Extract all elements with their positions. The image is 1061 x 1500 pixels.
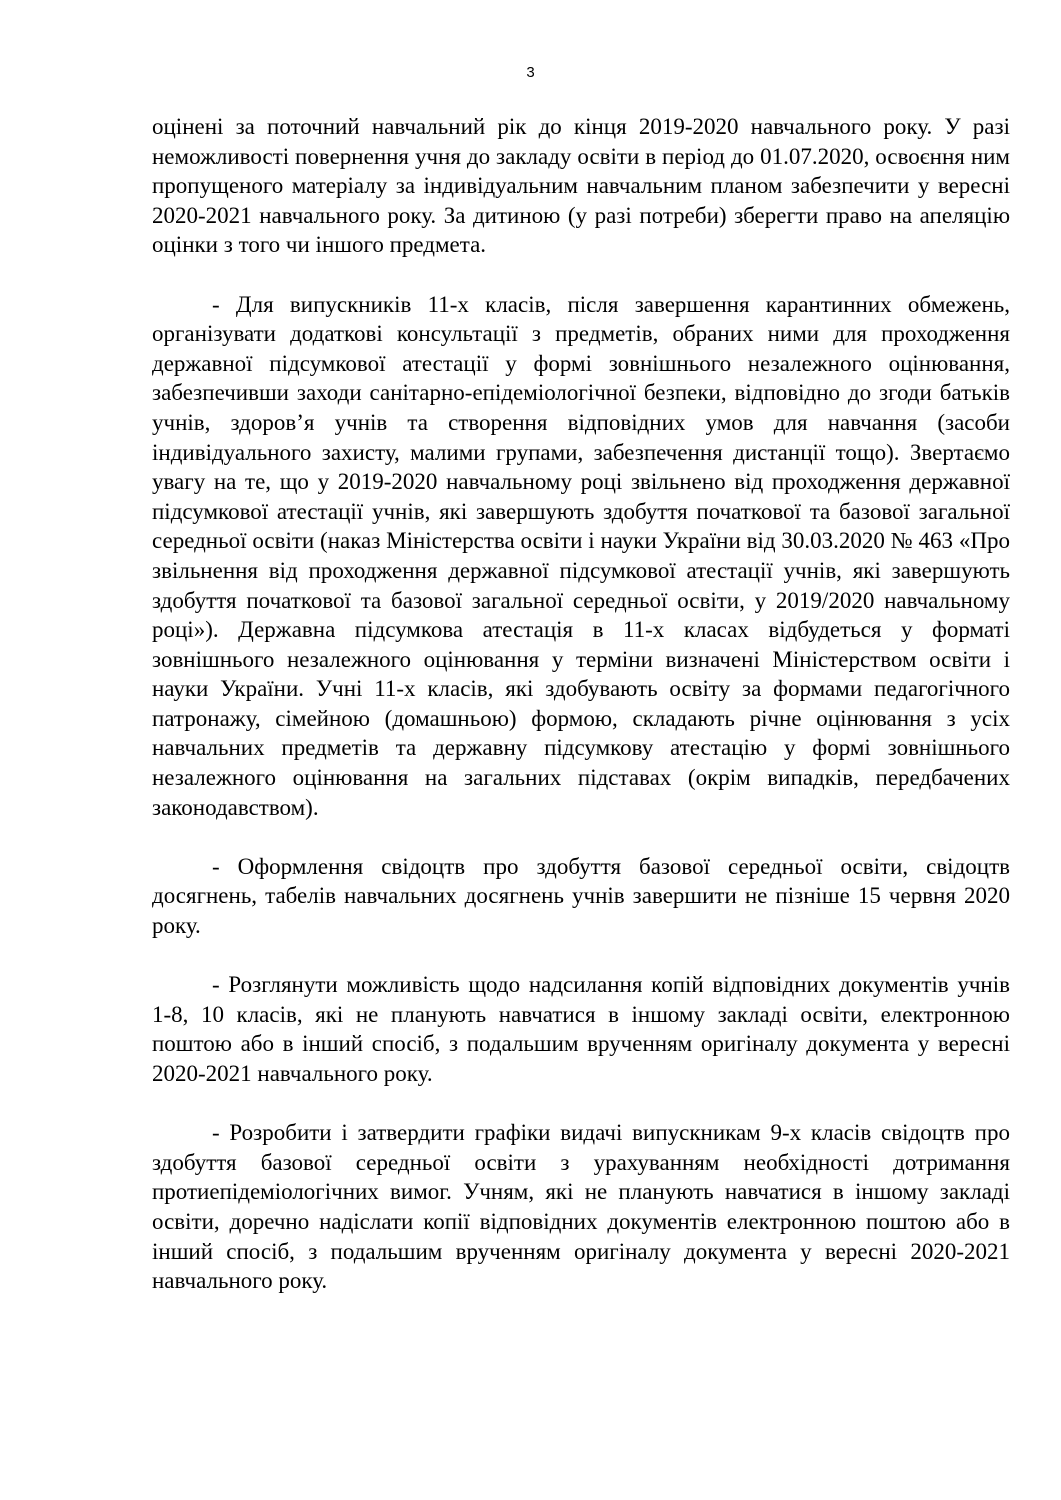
paragraph-issuance-schedule: - Розробити і затвердити графіки видачі випускникам 9-х класів свідоцтв про здобуття базової середньої освіти з урахуванням необхідності дотримання протиепідеміологічних вимог. Учням, які не планують навчатися в іншому закладі освіти, доречно надіслати копії відповідних документів електронною поштою або в інший спосіб, з подальшим врученням оригіналу документа у вересні 2020-2021 навчального року.: [152, 1120, 1010, 1294]
document-body: [152, 112, 1010, 1325]
paragraph-certificates: - Оформлення свідоцтв про здобуття базової середньої освіти, свідоцтв досягнень, табелів навчальних досягнень учнів завершити не пізніше 15 червня 2020 року.: [152, 853, 1010, 939]
page-number: 3: [526, 64, 535, 81]
paragraph-document-copies: - Розглянути можливість щодо надсилання копій відповідних документів учнів 1-8, 10 класів, які не планують навчатися в іншому закладі освіти, електронною поштою або в інший спосіб, з подальшим врученням оригіналу документа у вересні 2020-2021 навчального року.: [152, 972, 1010, 1086]
paragraph-continuation: оцінені за поточний навчальний рік до кінця 2019-2020 навчального року. У разі неможливості повернення учня до закладу освіти в період до 01.07.2020, освоєння ним пропущеного матеріалу за індивідуальним навчальним планом забезпечити у вересні 2020-2021 навчального року. За дитиною (у разі потреби) зберегти право на апеляцію оцінки з того чи іншого предмета.: [152, 114, 1010, 258]
paragraph-graduates-11: - Для випускників 11-х класів, після завершення карантинних обмежень, організувати додаткові консультації з предметів, обраних ними для проходження державної підсумкової атестації у формі зовнішнього незалежного оцінювання, забезпечивши заходи санітарно-епідеміологічної безпеки, відповідно до згоди батьків учнів, здоров’я учнів та створення відповідних умов для навчання (засоби індивідуального захисту, малими групами, забезпечення дистанції тощо). Звертаємо увагу на те, що у 2019-2020 навчальному році звільнено від проходження державної підсумкової атестації учнів, які завершують здобуття початкової та базової загальної середньої освіти (наказ Міністерства освіти і науки України від 30.03.2020 № 463 «Про звільнення від проходження державної підсумкової атестації учнів, які завершують здобуття початкової та базової загальної середньої освіти, у 2019/2020 навчальному році»). Державна підсумкова атестація в 11-х класах відбудеться у форматі зовнішнього незалежного оцінювання у терміни визначені Міністерством освіти і науки України. Учні 11-х класів, які здобувають освіту за формами педагогічного патронажу, сімейною (домашньою) формою, складають річне оцінювання з усіх навчальних предметів та державну підсумкову атестацію у формі зовнішнього незалежного оцінювання на загальних підставах (окрім випадків, передбачених законодавством).: [152, 291, 1010, 820]
